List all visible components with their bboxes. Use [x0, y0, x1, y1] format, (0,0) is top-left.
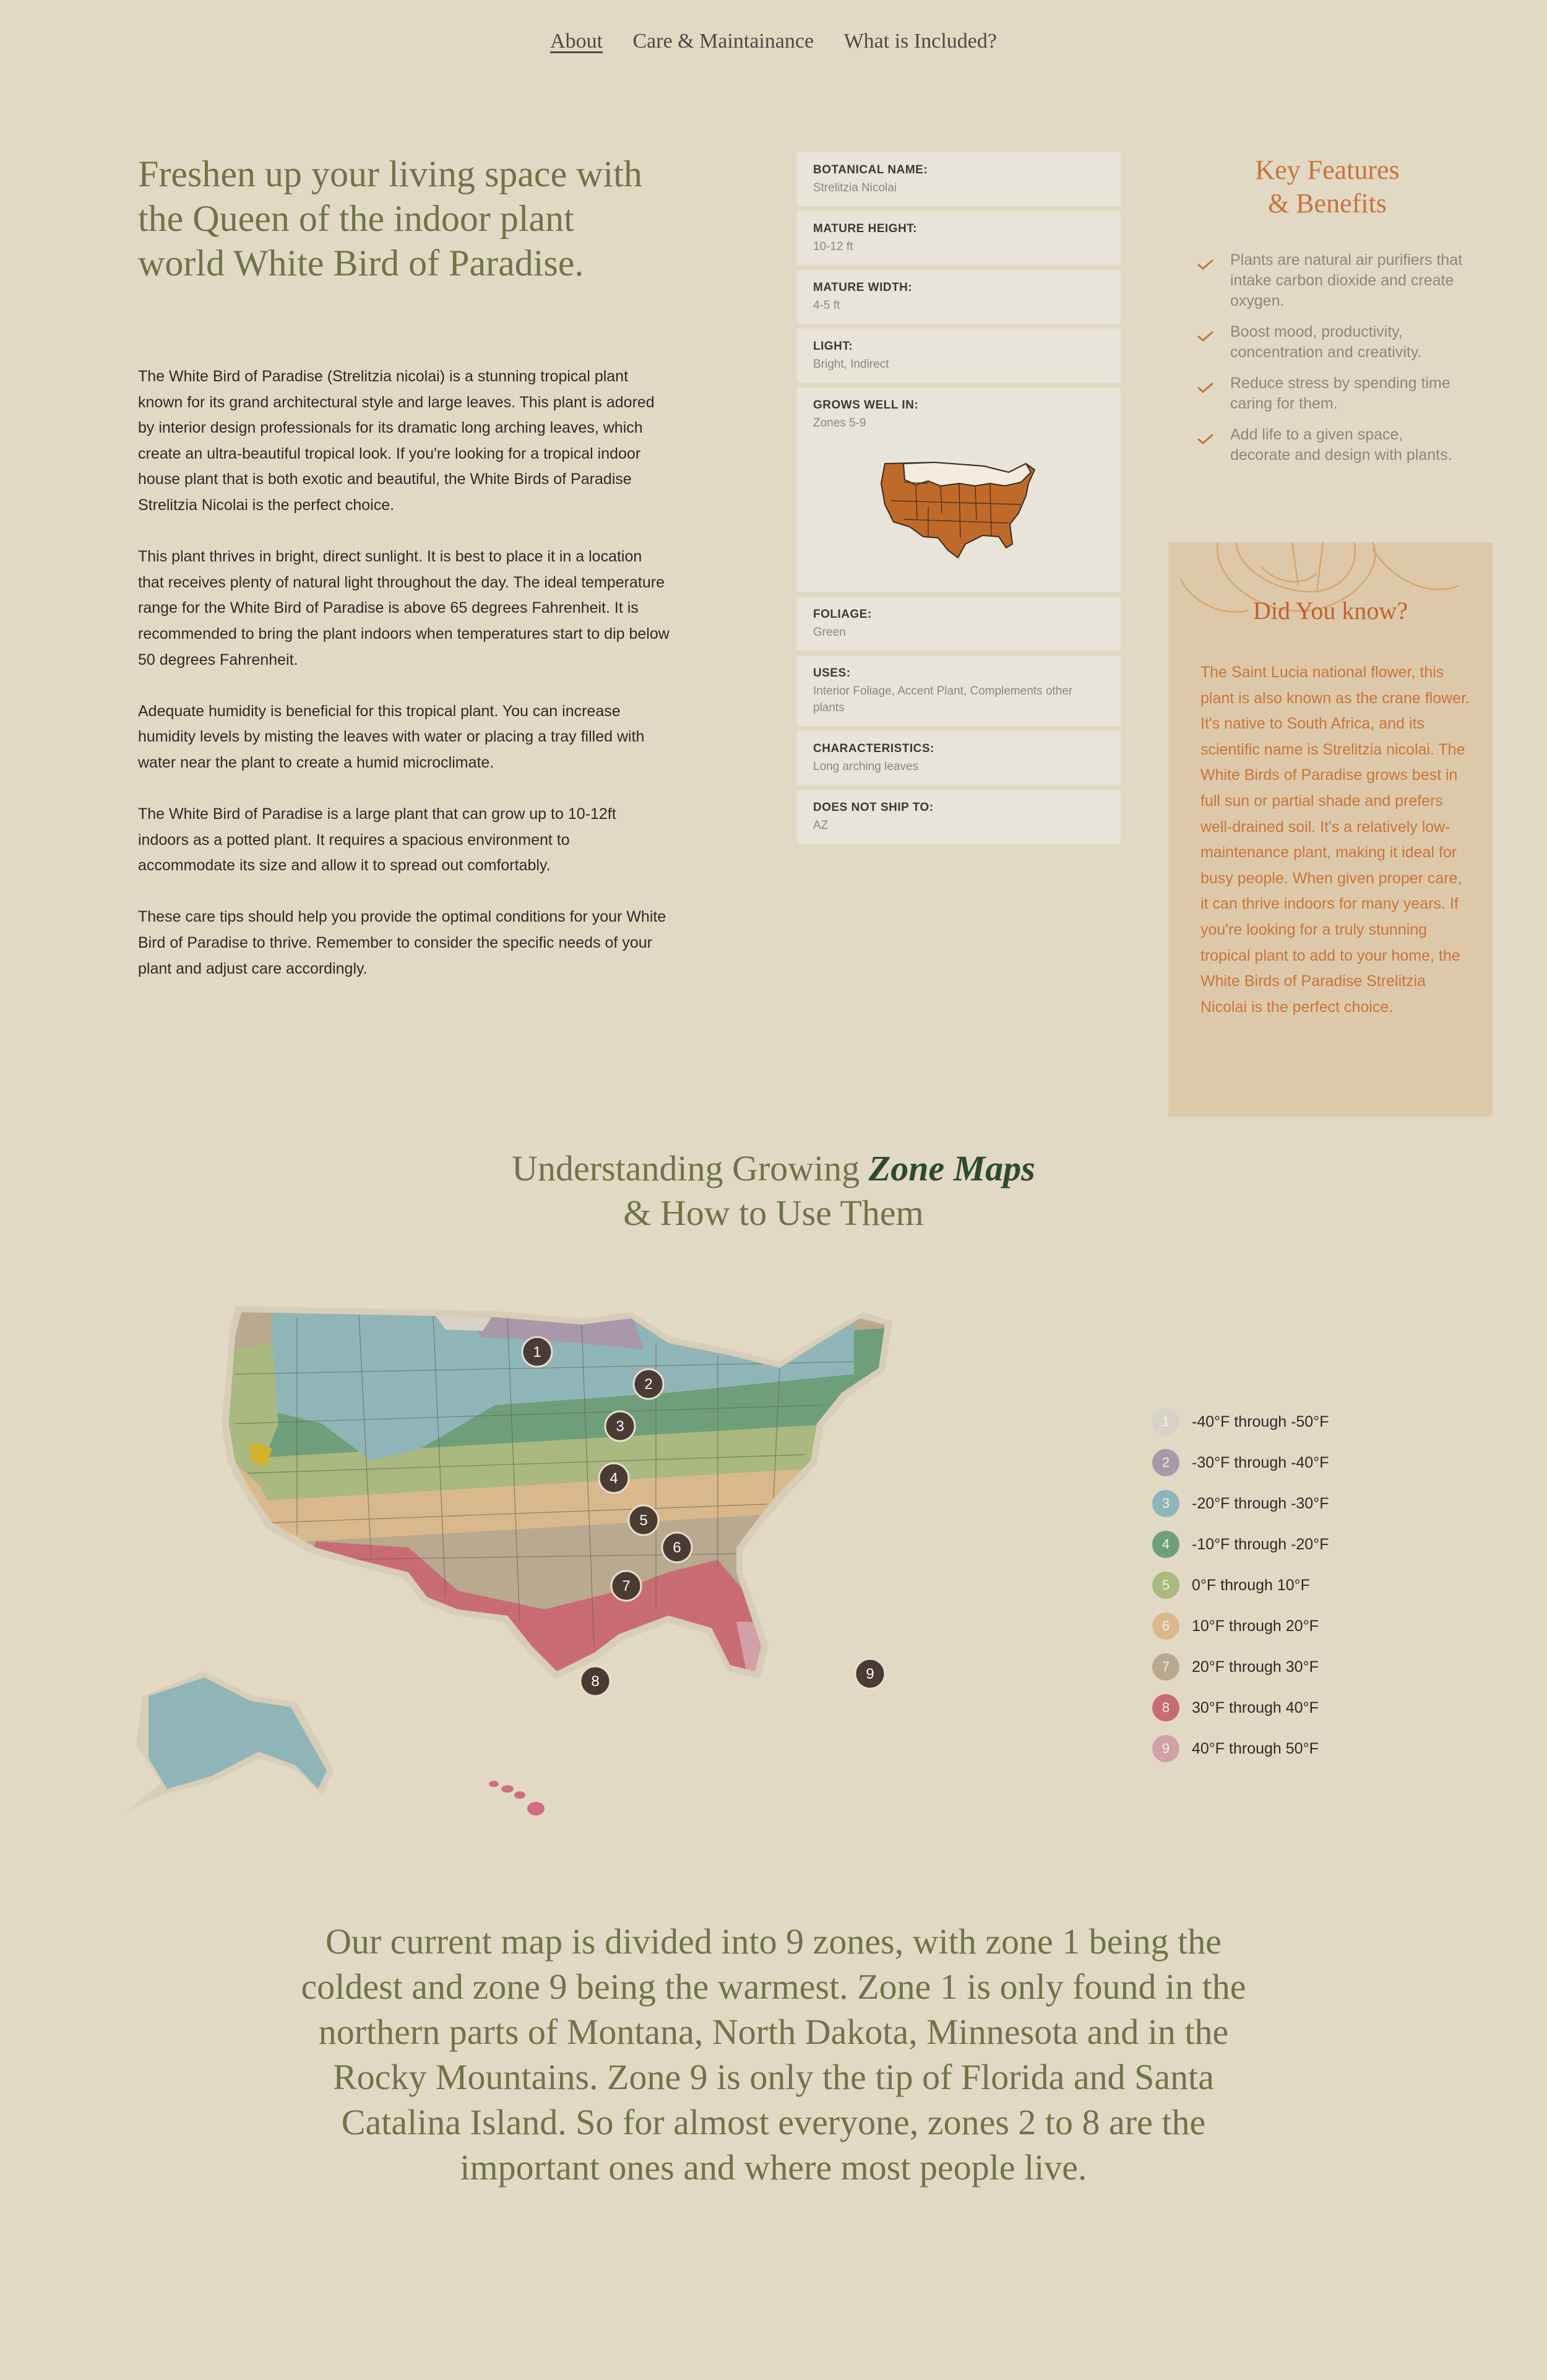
nav-care-maintainance[interactable]: Care & Maintainance — [632, 30, 814, 53]
intro-paragraph: This plant thrives in bright, direct sunlight. It is best to place it in a location that receives plenty of natural light throughout the day. The ideal temperature range for the White Bird of Paradise is above 65 degrees Fahrenheit. It is recommended to bring the plant indoors when temperatures start to dip below 50 degrees Fahrenheit. — [138, 548, 670, 669]
info-card-light — [797, 329, 1121, 383]
legend-item-zone-5 — [1152, 1565, 1329, 1606]
key-features-title-line2: & Benefits — [1268, 188, 1387, 219]
info-card-foliage — [797, 597, 1121, 651]
us-growing-zone-map — [111, 1300, 1040, 1857]
card-label: BOTANICAL NAME: — [813, 163, 928, 176]
intro-paragraph: The White Bird of Paradise (Strelitzia nicolai) is a stunning tropical plant known for its grand architectural style and large leaves. This plant is adored by interior design professionals for its dramatic long arching leaves, which create an ultra-beautiful tropical look. If you're looking for a tropical indoor house plant that is both exotic and beautiful, the White Birds of Paradise Strelitzia Nicolai is the perfect choice. — [138, 368, 655, 514]
legend-item-zone-4 — [1152, 1524, 1329, 1565]
legend-label: -10°F through -20°F — [1192, 1535, 1329, 1553]
intro-paragraph: The White Bird of Paradise is a large plant that can grow up to 10-12ft indoors as a potted plant. It requires a spacious environment to accommodate its size and allow it to spread out comfortably. — [138, 805, 616, 875]
card-label: CHARACTERISTICS: — [813, 742, 934, 755]
card-value: Strelitzia Nicolai — [813, 181, 897, 194]
zone-swatch: 7 — [1152, 1653, 1179, 1681]
nav-about[interactable]: About — [550, 30, 603, 53]
zone-title-line2: & How to Use Them — [623, 1193, 924, 1233]
feature-text: Boost mood, productivity, concentration and creativity. — [1230, 323, 1422, 361]
card-value: 10-12 ft — [813, 240, 853, 253]
legend-item-zone-3 — [1152, 1483, 1329, 1524]
legend-item-zone-2 — [1152, 1442, 1329, 1483]
zone-title-part1: Understanding Growing — [512, 1148, 869, 1188]
feature-item — [1194, 322, 1467, 363]
svg-text:4: 4 — [610, 1470, 618, 1487]
nav-what-is-included[interactable]: What is Included? — [843, 30, 997, 53]
card-value: AZ — [813, 819, 829, 832]
intro-paragraph: These care tips should help you provide the optimal conditions for your White Bird of Paradise to thrive. Remember to consider the specific needs of your plant and adjust care accordingly. — [138, 908, 666, 977]
legend-label: -40°F through -50°F — [1192, 1413, 1329, 1430]
svg-text:6: 6 — [673, 1539, 681, 1556]
key-features-title — [1170, 154, 1485, 220]
legend-item-zone-7 — [1152, 1647, 1329, 1687]
legend-label: 30°F through 40°F — [1192, 1698, 1319, 1716]
card-value: Zones 5-9 — [813, 417, 866, 430]
intro-body — [138, 364, 670, 1008]
zone-swatch: 8 — [1152, 1694, 1179, 1721]
check-icon — [1197, 433, 1214, 444]
legend-label: 40°F through 50°F — [1192, 1739, 1319, 1757]
zone-map-explanation: Our current map is divided into 9 zones, with zone 1 being the coldest and zone 9 being the warmest. Zone 1 is only found in the northern parts of Montana, North Dakota, Minnesota and in the Rocky Mountains. Zone 9 is only the tip of Florida and Santa Catalina Island. So for almost everyone, zones 2 to 8 are the important ones and where most people live. — [301, 1921, 1246, 2187]
legend-label: 10°F through 20°F — [1192, 1617, 1319, 1635]
zone-marker-2 — [634, 1369, 663, 1399]
card-value: Bright, Indirect — [813, 358, 889, 371]
zone-marker-9 — [855, 1659, 885, 1689]
card-value: Interior Foliage, Accent Plant, Complements other plants — [813, 685, 1073, 714]
did-you-know-title: Did You know? — [1252, 597, 1408, 625]
card-label: DOES NOT SHIP TO: — [813, 801, 934, 814]
zone-marker-5 — [629, 1505, 658, 1535]
zone-title-emphasis: Zone Maps — [868, 1148, 1035, 1188]
svg-text:8: 8 — [591, 1673, 600, 1690]
info-card-uses — [797, 656, 1121, 726]
card-label: MATURE WIDTH: — [813, 281, 913, 294]
plant-info-cards — [797, 152, 1121, 849]
svg-text:1: 1 — [533, 1344, 541, 1361]
info-card-characteristics — [797, 731, 1121, 785]
legend-label: -30°F through -40°F — [1192, 1453, 1329, 1471]
info-card-grows-well-in — [797, 387, 1121, 592]
card-label: GROWS WELL IN: — [813, 399, 919, 412]
feature-item — [1194, 425, 1467, 465]
svg-text:3: 3 — [616, 1418, 624, 1435]
feature-text: Reduce stress by spending time caring for them. — [1230, 374, 1450, 412]
card-label: USES: — [813, 667, 851, 680]
zone-swatch: 2 — [1152, 1449, 1179, 1476]
top-nav — [0, 30, 1547, 53]
svg-text:2: 2 — [644, 1376, 653, 1393]
card-label: LIGHT: — [813, 340, 853, 353]
zone-marker-1 — [522, 1337, 552, 1367]
grow-zone-mini-map — [866, 445, 1052, 569]
intro-paragraph: Adequate humidity is beneficial for this tropical plant. You can increase humidity levels by misting the leaves with water or placing a tray filled with water near the plant to create a humid microclimate. — [138, 702, 645, 771]
zone-swatch: 4 — [1152, 1531, 1179, 1558]
did-you-know-text: The Saint Lucia national flower, this plant is also known as the crane flower. It's native to South Africa, and its scientific name is Strelitzia nicolai. The White Birds of Paradise grows best in full sun or partial shade and prefers well-drained soil. It's a relatively low-maintenance plant, making it ideal for busy people. When given proper care, it can thrive indoors for many years. If you're looking for a truly stunning tropical plant to add to your home, the White Birds of Paradise Strelitzia Nicolai is the perfect choice. — [1200, 664, 1470, 1016]
legend-label: 20°F through 30°F — [1192, 1658, 1319, 1676]
zone-marker-6 — [662, 1533, 692, 1562]
legend-item-zone-8 — [1152, 1687, 1329, 1728]
zone-marker-4 — [599, 1463, 629, 1493]
info-card-botanical-name — [797, 152, 1121, 206]
info-card-mature-height — [797, 211, 1121, 265]
page-headline: Freshen up your living space with the Queen of the indoor plant world White Bird of Paradise. — [138, 154, 642, 283]
card-label: FOLIAGE: — [813, 608, 872, 621]
zone-swatch: 5 — [1152, 1572, 1179, 1599]
svg-text:7: 7 — [622, 1578, 631, 1595]
feature-item — [1194, 373, 1467, 414]
check-icon — [1197, 382, 1214, 393]
svg-text:5: 5 — [639, 1512, 648, 1529]
card-label: MATURE HEIGHT: — [813, 222, 918, 235]
zone-marker-7 — [611, 1571, 641, 1601]
feature-item — [1194, 250, 1467, 311]
legend-item-zone-6 — [1152, 1606, 1329, 1647]
check-icon — [1197, 259, 1214, 270]
key-features-title-line1: Key Features — [1255, 155, 1400, 185]
card-value: Green — [813, 626, 846, 639]
did-you-know-box — [1168, 542, 1493, 1117]
info-card-does-not-ship-to — [797, 790, 1121, 844]
zone-legend — [1152, 1401, 1329, 1769]
info-card-mature-width — [797, 270, 1121, 324]
zone-swatch: 3 — [1152, 1490, 1179, 1517]
legend-item-zone-9 — [1152, 1728, 1329, 1769]
zone-maps-title — [0, 1146, 1547, 1235]
feature-text: Plants are natural air purifiers that intake carbon dioxide and create oxygen. — [1230, 251, 1463, 309]
zone-marker-8 — [580, 1666, 610, 1696]
zone-swatch: 9 — [1152, 1735, 1179, 1762]
zone-swatch: 6 — [1152, 1612, 1179, 1640]
legend-label: -20°F through -30°F — [1192, 1494, 1329, 1512]
check-icon — [1197, 331, 1214, 342]
legend-label: 0°F through 10°F — [1192, 1576, 1310, 1594]
key-features-list — [1194, 250, 1467, 476]
zone-swatch: 1 — [1152, 1408, 1179, 1435]
legend-item-zone-1 — [1152, 1401, 1329, 1442]
svg-text:9: 9 — [866, 1666, 874, 1682]
card-value: Long arching leaves — [813, 760, 919, 773]
feature-text: Add life to a given space, decorate and design with plants. — [1230, 426, 1452, 464]
card-value: 4-5 ft — [813, 299, 840, 312]
zone-marker-3 — [605, 1411, 635, 1441]
